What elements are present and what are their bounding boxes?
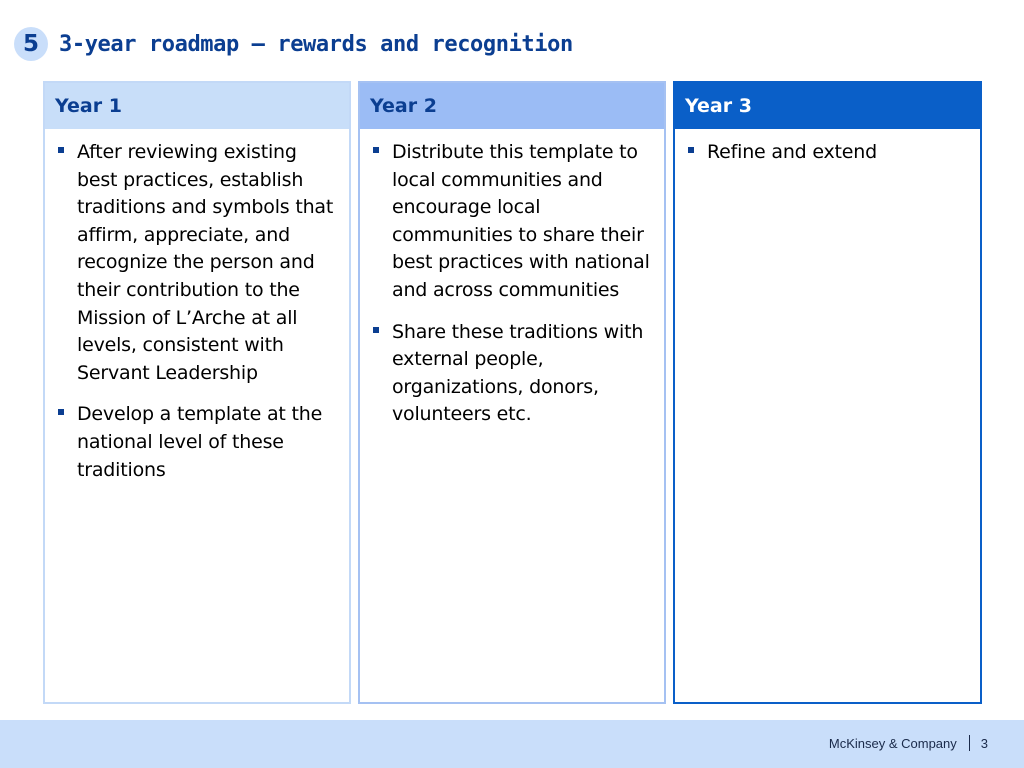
year-1-column (43, 81, 351, 704)
footer-divider (969, 735, 970, 751)
square-bullet-icon (58, 409, 64, 415)
footer-company: McKinsey & Company (828, 735, 957, 751)
section-number-badge: 5 (14, 27, 48, 61)
bullet-item (370, 319, 654, 429)
square-bullet-icon (58, 147, 64, 153)
bullet-text: Distribute this template to local communities and encourage local communities to share their best practices with national and across communities (392, 141, 650, 301)
bullet-item (685, 139, 970, 167)
page-number: 3 (980, 735, 988, 751)
footer (829, 735, 988, 751)
year-1-heading: Year 1 (45, 83, 349, 129)
year-3-column (673, 81, 982, 704)
year-2-column (358, 81, 666, 704)
year-3-heading: Year 3 (675, 83, 980, 129)
year-3-bullet-list (675, 129, 980, 167)
bullet-item (55, 139, 339, 387)
bullet-text: Develop a template at the national level of these traditions (77, 403, 323, 481)
slide-title: 3-year roadmap – rewards and recognition (59, 31, 573, 57)
square-bullet-icon (373, 327, 379, 333)
bullet-text: After reviewing existing best practices, establish traditions and symbols that affirm, appreciate, and recognize the person and their contribution to the Mission of L’Arche at all levels, consistent with Servant Leadership (77, 141, 334, 384)
year-1-bullet-list (45, 129, 349, 484)
year-2-heading: Year 2 (360, 83, 664, 129)
year-2-bullet-list (360, 129, 664, 429)
slide-title-row (14, 26, 573, 62)
square-bullet-icon (373, 147, 379, 153)
bullet-item (55, 401, 339, 484)
bullet-text: Refine and extend (707, 141, 878, 163)
bullet-item (370, 139, 654, 305)
square-bullet-icon (688, 147, 694, 153)
bullet-text: Share these traditions with external people, organizations, donors, volunteers etc. (392, 320, 644, 426)
